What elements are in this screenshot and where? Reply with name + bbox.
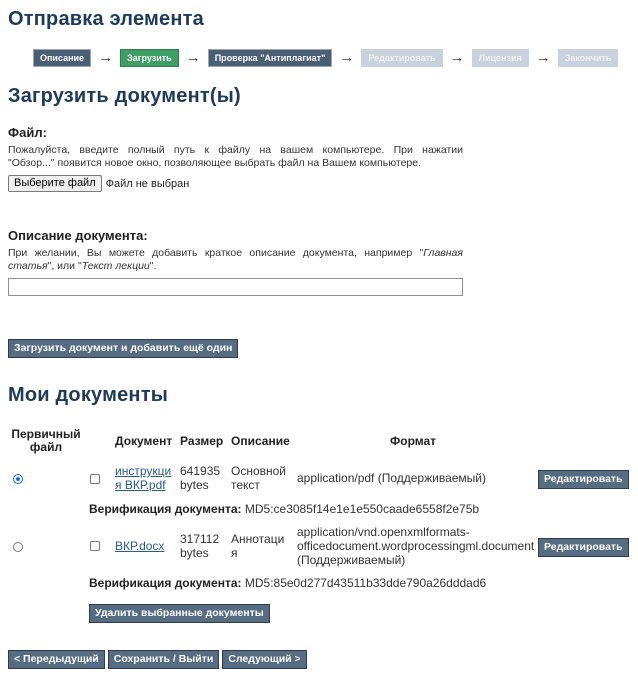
description-help-line-2 bbox=[8, 260, 463, 273]
description-help-end: ". bbox=[149, 259, 157, 272]
select-checkbox-row-1[interactable] bbox=[90, 474, 100, 484]
verification-row-2 bbox=[89, 576, 486, 590]
header-format: Формат bbox=[390, 434, 437, 448]
edit-button-row-2[interactable]: Редактировать bbox=[538, 538, 629, 557]
verification-row-1 bbox=[89, 502, 479, 516]
file-label: Файл: bbox=[8, 125, 47, 140]
primary-radio-row-2[interactable] bbox=[13, 542, 23, 552]
upload-heading: Загрузить документ(ы) bbox=[8, 85, 241, 107]
format-line-3: (Поддерживаемый) bbox=[297, 553, 406, 567]
verification-value: MD5:85e0d277d43511b33dde790a26dddad6 bbox=[244, 576, 487, 590]
delete-selected-button[interactable]: Удалить выбранные документы bbox=[89, 604, 270, 623]
file-picker bbox=[8, 175, 189, 192]
verification-label: Верификация документа: bbox=[89, 502, 242, 516]
description-example-1a: Главная bbox=[423, 247, 463, 259]
header-description: Описание bbox=[231, 434, 290, 448]
size-value: 317112 bbox=[180, 532, 220, 546]
size-unit: bytes bbox=[180, 546, 209, 560]
size-row-2 bbox=[180, 532, 219, 560]
description-input[interactable] bbox=[8, 278, 463, 296]
next-button[interactable]: Следующий > bbox=[222, 650, 306, 669]
step-upload[interactable]: Загрузить bbox=[120, 49, 179, 67]
header-primary-line-2: файл bbox=[29, 440, 63, 454]
arrow-right-icon: → bbox=[339, 49, 355, 66]
document-name-line-1: инструкци bbox=[115, 464, 172, 478]
file-help bbox=[8, 144, 463, 169]
format-row-1: application/pdf (Поддерживаемый) bbox=[297, 471, 486, 485]
description-help-line-1 bbox=[8, 247, 463, 260]
description-row-2 bbox=[231, 532, 284, 560]
document-link-row-2[interactable]: ВКР.docx bbox=[115, 539, 165, 553]
header-size: Размер bbox=[180, 434, 224, 448]
format-line-1: application/vnd.openxmlformats- bbox=[297, 525, 470, 539]
description-row-1 bbox=[231, 464, 286, 492]
format-line-2: officedocument.wordprocessingml.document bbox=[297, 539, 535, 553]
size-unit: bytes bbox=[180, 478, 209, 492]
description-line-1: Аннотаци bbox=[231, 532, 285, 546]
documents-heading: Мои документы bbox=[8, 384, 168, 406]
verification-label: Верификация документа: bbox=[89, 576, 242, 590]
description-help-text: При желании, Вы можете добавить краткое описание документа, например " bbox=[8, 247, 424, 259]
size-value: 641935 bbox=[180, 464, 221, 478]
description-example-2: Текст лекции bbox=[81, 259, 150, 272]
size-row-1 bbox=[180, 464, 220, 492]
select-checkbox-row-2[interactable] bbox=[90, 541, 100, 551]
primary-radio-row-1[interactable] bbox=[13, 474, 23, 484]
arrow-right-icon: → bbox=[449, 49, 465, 66]
step-description[interactable]: Описание bbox=[33, 49, 91, 67]
description-help bbox=[8, 247, 463, 272]
edit-button-row-1[interactable]: Редактировать bbox=[538, 470, 629, 489]
upload-more-button[interactable]: Загрузить документ и добавить ещё один bbox=[8, 339, 238, 358]
arrow-right-icon: → bbox=[185, 49, 201, 66]
step-edit: Редактировать bbox=[361, 49, 442, 67]
description-example-1b: статья bbox=[8, 259, 48, 272]
step-finish: Закончить bbox=[558, 49, 619, 67]
file-help-line-2: "Обзор..." появится новое окно, позволяющее выбрать файл на Вашем компьютере. bbox=[8, 156, 422, 169]
document-link-row-1[interactable] bbox=[115, 464, 171, 492]
progress-steps bbox=[33, 49, 618, 67]
format-row-2 bbox=[297, 525, 534, 567]
description-line-1: Основной bbox=[231, 464, 287, 478]
save-exit-button[interactable]: Сохранить / Выйти bbox=[108, 650, 220, 669]
previous-button[interactable]: < Передыдущий bbox=[8, 650, 105, 669]
step-license: Лицензия bbox=[472, 49, 529, 67]
choose-file-button[interactable]: Выберите файл bbox=[8, 175, 102, 192]
verification-value: MD5:ce3085f14e1e1e550caade6558f2e75b bbox=[244, 502, 480, 516]
file-help-line-1: Пожалуйста, введите полный путь к файлу на вашем компьютере. При нажатии bbox=[8, 144, 463, 156]
header-document: Документ bbox=[115, 434, 173, 448]
step-antiplagiat[interactable]: Проверка "Антиплагиат" bbox=[208, 49, 333, 67]
description-label: Описание документа: bbox=[8, 228, 148, 243]
bottom-navigation bbox=[8, 650, 307, 669]
header-primary-file bbox=[10, 428, 82, 454]
page-title: Отправка элемента bbox=[8, 8, 204, 30]
document-name-line-2: я ВКР.pdf bbox=[115, 478, 166, 492]
description-help-sep: ", или " bbox=[47, 259, 82, 272]
arrow-right-icon: → bbox=[98, 49, 114, 66]
description-line-2: текст bbox=[231, 478, 260, 492]
no-file-text: Файл не выбран bbox=[105, 177, 190, 190]
header-primary-line-1: Первичный bbox=[11, 427, 81, 441]
arrow-right-icon: → bbox=[535, 49, 551, 66]
description-line-2: я bbox=[231, 546, 238, 560]
